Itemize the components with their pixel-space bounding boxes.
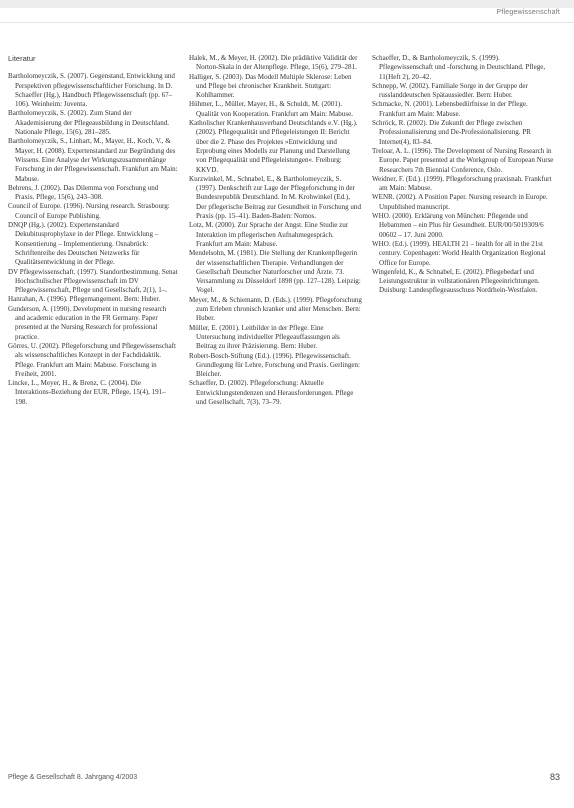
reference-entry: Schnepp, W. (2002). Familiale Sorge in der Gruppe der russlanddeutschen Spätaussiedler. Bern: Huber. (372, 81, 528, 100)
reference-column-3 (372, 54, 554, 296)
reference-entry: Görres, U. (2002). Pflegeforschung und Pflegewissenschaft als wissenschaftliches Konzept in der Fachdidaktik. Pflege. Frankfurt am Main: Mabuse. Forschung in Freiheit, 2001. (8, 341, 176, 378)
reference-entry: Wingenfeld, K., & Schnabel, E. (2002). Pflegebedarf und Leistungsstruktur in vollstationären Pflegeeinrichtungen. Duisburg: Landespflegeausschuss Nordrhein-Westfalen. (372, 267, 540, 295)
reference-entry: Bartholomeyczik, S., Linhart, M., Mayer, H., Koch, V., & Mayer, H. (2008). Expertenstandard zur Begründung des Wissens. Eine Analyse der Wirkungszusammenhänge Forschung in der Pflegewissenschaft. Frankfurt am Main: Mabuse. (8, 137, 178, 183)
reference-entry: DV Pflegewissenschaft. (1997). Standortbestimmung. Senat Hochschulischer Pflegewissenschaft im DV Pflegewissenschaft, Pflege und Gesellschaft, 2(1), 1–. (8, 267, 178, 295)
reference-column-2 (189, 54, 362, 407)
reference-entry: Lotz, M. (2000). Zur Sprache der Angst. Eine Studie zur Interaktion im pflegerischen Aufnahmegespräch. Frankfurt am Main: Mabuse. (189, 221, 349, 248)
reference-entry: Lincke, L., Meyer, H., & Brenz, C. (2004). Die Interaktions-Beziehung der EUR, Pflege, 15(4), 191–198. (8, 379, 166, 406)
reference-entry: Gunderson, A. (1990). Development in nursing research and academic education in the FR Germany. Paper presented at the Nursing Research for professional practice. (8, 304, 167, 341)
reference-list-1 (8, 72, 178, 407)
section-label: Pflegewissenschaft (496, 9, 560, 16)
reference-entry: Council of Europe. (1996). Nursing research. Strasbourg: Council of Europe Publishing. (8, 202, 170, 220)
reference-entry: Kurzwinkel, M., Schnabel, E., & Bartholomeyczik, S. (1997). Denkschrift zur Lage der Pflegeforschung in der Bundesrepublik Deutschland. In M. Krohwinkel (Ed.), Der pflegerische Beitrag zur Gesundheit in Forschung und Praxis (pp. 15–41). Baden-Baden: Nomos. (189, 174, 361, 221)
journal-citation: Pflege & Gesellschaft 8. Jahrgang 4/2003 (8, 774, 138, 781)
reference-entry: Bartholomeyczik, S. (2002). Zum Stand der Akademisierung der Pflegeausbildung in Deutschland. Nationale Pflege, 15(6), 281–285. (8, 109, 170, 137)
reference-entry: Treloar, A. L. (1996). The Development of Nursing Research in Europe. Paper presented at the Workgroup of European Nurse Researchers 7th Biennial Conference, Oslo. (372, 146, 554, 174)
reference-list-2 (189, 54, 362, 407)
page-header-bar (0, 0, 574, 23)
reference-entry: Weidner, F. (Ed.). (1999). Pflegeforschung praxisnah. Frankfurt am Main: Mabuse. (372, 174, 552, 193)
reference-entry: Schröck, R. (2002). Die Zukunft der Pflege zwischen Professionalisierung und De-Professionalisierung. PR Internet(4), 83–84. (372, 119, 531, 146)
reference-entry: Schaeffer, D. (2002). Pflegeforschung: Aktuelle Entwicklungstendenzen und Herausforderungen. Pflege und Gesellschaft, 7(3), 73–79. (189, 379, 354, 406)
reference-entry: Halek, M., & Meyer, H. (2002). Die prädiktive Validität der Norton-Skala in der Altenpflege. Pflege, 15(6), 279–281. (189, 54, 358, 72)
reference-entry: WHO. (Ed.). (1999). HEALTH 21 – health for all in the 21st century. Copenhagen: World Health Organization Regional Office for Europe. (372, 239, 546, 267)
reference-entry: WHO. (2000). Erklärung von München: Pflegende und Hebammen – ein Plus für Gesundheit. EUR/00/5019309/6 00602 – 17. Juni 2000. (372, 212, 544, 239)
reference-entry: Müller, E. (2001). Leitbilder in der Pflege. Eine Untersuchung individueller Pflegeauffassungen als Beitrag zu ihrer Präzisierung. Bern: Huber. (189, 323, 340, 351)
reference-entry: Robert-Bosch-Stiftung (Ed.). (1996). Pflegewissenschaft. Grundlegung für Lehre, Forschung und Praxis. Gerlingen: Bleicher. (189, 351, 361, 379)
reference-entry: Meyer, M., & Schiemann, D. (Eds.). (1999). Pflegeforschung zum Erleben chronisch kranker und alter Menschen. Bern: Huber. (189, 295, 362, 323)
reference-entry: Halliger, S. (2003). Das Modell Multiple Sklerose: Leben und Pflege bei chronischer Krankheit. Stuttgart: Kohlhammer. (189, 72, 352, 100)
page-number: 83 (549, 772, 560, 782)
reference-list-3 (372, 54, 554, 296)
reference-entry: Mendelsohn, M. (1981). Die Stellung der Krankenpflegerin der wissenschaftlichen Therapie. Verhandlungen der Gesellschaft Deutscher Naturforscher und Ärzte. 73. Versammlung zu Düsseldorf 1898 (pp. 127–128). Leipzig: Vogel. (189, 249, 361, 295)
reference-entry: Schaeffer, D., & Bartholomeyczik, S. (1999). Pflegewissenschaft und -forschung in Deutschland. Pflege, 11(Heft 2), 20–42. (372, 54, 546, 81)
header-band (0, 0, 574, 8)
page-footer (8, 772, 560, 788)
reference-entry: Bartholomeyczik, S. (2007). Gegenstand, Entwicklung und Perspektiven pflegewissenschaftlicher Forschung. In D. Schaeffer (Hg.), Handbuch Pflegewissenschaft (pp. 67–106). Weinheim: Juventa. (8, 72, 175, 109)
reference-entry: Behrens, J. (2002). Das Dilemma von Forschung und Praxis. Pflege, 15(6), 243–308. (8, 183, 159, 202)
reference-entry: Hühmer, L., Müller, Mayer, H., & Schuldt, M. (2001). Qualität von Kooperation. Frankfurt am Main: Mabuse. (189, 100, 353, 118)
reference-entry: Hanrahan, A. (1996). Pflegemangement. Bern: Huber. (8, 295, 161, 304)
references-heading: Literatur (8, 54, 36, 63)
reference-entry: DNQP (Hg.). (2002). Expertenstandard Dekubitusprophylaxe in der Pflege. Entwicklung – Konsentierung – Implementierung. Osnabrück: Schriftenreihe des Deutschen Netzwerks für Qualitätsentwicklung in der Pflege. (8, 221, 159, 267)
reference-entry: Schmacke, N. (2001). Lebensbedürfnisse in der Pflege. Frankfurt am Main: Mabuse. (372, 100, 528, 118)
reference-entry: Katholischer Krankenhausverband Deutschlands e.V. (Hg.). (2002). Pflegequalität und Pflegeleistungen II: Bericht über die 2. Phase des Projektes »Entwicklung und Erprobung eines Modells zur Planung und Darstellung von Pflegequalität und Pflegeleistungen«. Freiburg: KKVD. (189, 119, 358, 174)
reference-entry: WENR. (2002). A Position Paper. Nursing research in Europe. Unpublished manuscript. (372, 193, 548, 211)
reference-column-1 (8, 54, 178, 407)
